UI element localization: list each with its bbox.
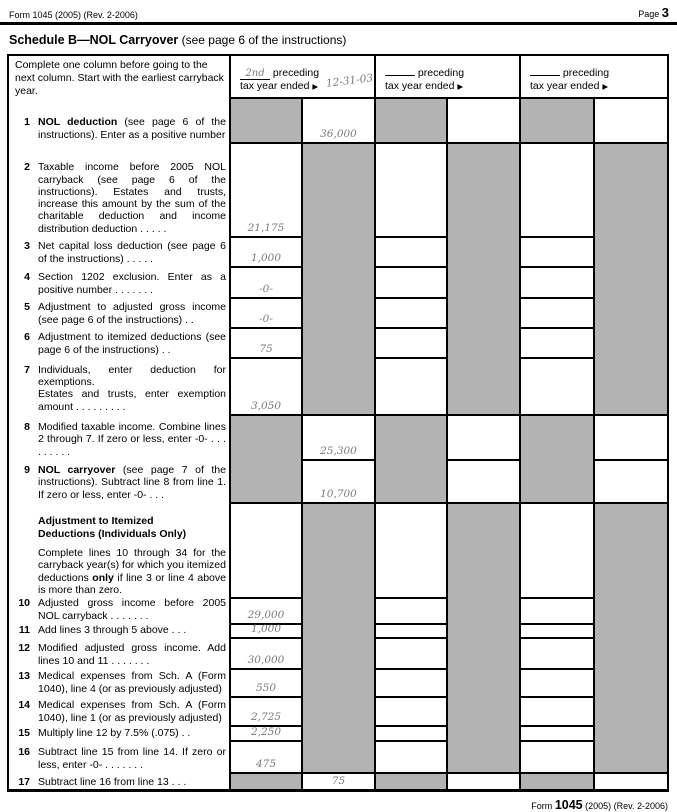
shaded-cell	[374, 774, 446, 789]
shaded-cell	[229, 99, 301, 144]
line-12-entry-col2[interactable]	[374, 639, 446, 670]
line-1-description: 1 NOL deduction (see page 6 of the instructions). Enter as a positive number	[9, 99, 229, 144]
line-9-entry-col1[interactable]: 10,700	[301, 461, 374, 504]
shaded-cell	[519, 774, 593, 789]
page-number: Page 3	[638, 5, 669, 20]
line-7-entry-col3[interactable]	[519, 359, 593, 416]
line-7-entry-col1[interactable]: 3,050	[229, 359, 301, 416]
tax-year-ended-value-col1[interactable]: 12-31-03	[325, 71, 374, 90]
line-15-entry-col1[interactable]: 2,250	[229, 727, 301, 742]
shaded-cell	[374, 99, 446, 144]
line-6-entry-col3[interactable]	[519, 329, 593, 359]
line-14-entry-col1[interactable]: 2,725	[229, 698, 301, 727]
line-1-entry-col3[interactable]	[593, 99, 667, 144]
line-6-description: 6 Adjustment to itemized deductions (see page 6 of the instructions) . .	[9, 329, 229, 359]
line-2-number: 2	[24, 161, 30, 174]
line-11-entry-col2[interactable]	[374, 625, 446, 639]
line-6-number: 6	[24, 331, 30, 344]
arrow-right-icon: ▶	[602, 81, 609, 91]
line-9-number: 9	[24, 464, 30, 477]
line-6-entry-col1[interactable]: 75	[229, 329, 301, 359]
line-12-number: 12	[18, 642, 30, 655]
empty-cell	[229, 504, 301, 599]
line-2-entry-col1[interactable]: 21,175	[229, 144, 301, 238]
line-10-entry-col2[interactable]	[374, 599, 446, 625]
line-14-entry-col2[interactable]	[374, 698, 446, 727]
line-17-entry-col2[interactable]	[446, 774, 519, 789]
line-5-description: 5 Adjustment to adjusted gross income (see page 6 of the instructions) . .	[9, 299, 229, 329]
line-17-number: 17	[18, 775, 30, 788]
line-11-entry-col3[interactable]	[519, 625, 593, 639]
line-14-entry-col3[interactable]	[519, 698, 593, 727]
page-footer: Form 1045 (2005) (Rev. 2-2006)	[531, 798, 668, 812]
line-7-number: 7	[24, 363, 30, 376]
line-7-entry-col2[interactable]	[374, 359, 446, 416]
line-12-description: 12 Modified adjusted gross income. Add lines 10 and 11 . . . . . . .	[9, 639, 229, 670]
ordinal-blank-col2[interactable]	[385, 64, 415, 76]
line-12-entry-col3[interactable]	[519, 639, 593, 670]
line-10-entry-col3[interactable]	[519, 599, 593, 625]
line-8-entry-col1[interactable]: 25,300	[301, 416, 374, 461]
shaded-cell	[301, 144, 374, 416]
preceding-year-column-3-header: preceding tax year ended ▶	[519, 56, 667, 99]
line-5-number: 5	[24, 301, 30, 314]
line-15-number: 15	[18, 726, 30, 739]
empty-cell	[519, 504, 593, 599]
empty-cell	[374, 504, 446, 599]
shaded-cell	[593, 504, 667, 774]
shaded-cell	[519, 416, 593, 504]
line-6-entry-col2[interactable]	[374, 329, 446, 359]
line-2-entry-col2[interactable]	[374, 144, 446, 238]
line-15-entry-col2[interactable]	[374, 727, 446, 742]
column-instruction-note: Complete one column before going to the next column. Start with the earliest carryback year.	[15, 59, 224, 97]
line-11-number: 11	[18, 623, 30, 636]
line-11-description: 11 Add lines 3 through 5 above . . .	[9, 625, 229, 639]
line-3-entry-col3[interactable]	[519, 238, 593, 268]
shaded-cell	[446, 144, 519, 416]
line-4-entry-col3[interactable]	[519, 268, 593, 299]
line-17-entry-col3[interactable]	[593, 774, 667, 789]
line-1-entry-col2[interactable]	[446, 99, 519, 144]
line-15-entry-col3[interactable]	[519, 727, 593, 742]
line-14-number: 14	[18, 699, 30, 712]
line-17-entry-col1[interactable]: 75	[301, 774, 374, 789]
line-9-entry-col2[interactable]	[446, 461, 519, 504]
section-header: Adjustment to Itemized Deductions (Individuals Only)	[38, 515, 187, 540]
line-2-entry-col3[interactable]	[519, 144, 593, 238]
line-11-entry-col1[interactable]: 1,000	[229, 625, 301, 639]
line-4-entry-col1[interactable]: -0-	[229, 268, 301, 299]
line-13-entry-col2[interactable]	[374, 670, 446, 698]
line-12-entry-col1[interactable]: 30,000	[229, 639, 301, 670]
line-8-entry-col3[interactable]	[593, 416, 667, 461]
line-17-description: 17 Subtract line 16 from line 13 . . .	[9, 774, 229, 789]
line-1-number: 1	[24, 116, 30, 129]
preceding-year-column-2-header: preceding tax year ended ▶	[374, 56, 519, 99]
line-15-description: 15 Multiply line 12 by 7.5% (.075) . .	[9, 727, 229, 742]
itemized-adjustment-section-description: Adjustment to Itemized Deductions (Individuals Only) Complete lines 10 through 34 for the carryback year(s) for which you itemized deductions only if line 3 or line 4 above is more than zero.	[38, 515, 226, 596]
line-5-entry-col3[interactable]	[519, 299, 593, 329]
line-16-entry-col1[interactable]: 475	[229, 742, 301, 774]
arrow-right-icon: ▶	[457, 81, 464, 91]
line-4-number: 4	[24, 271, 30, 284]
line-13-description: 13 Medical expenses from Sch. A (Form 1040), line 4 (or as previously adjusted)	[9, 670, 229, 698]
ordinal-blank-col3[interactable]	[530, 64, 560, 76]
line-16-number: 16	[18, 746, 30, 759]
shaded-cell	[229, 774, 301, 789]
line-4-entry-col2[interactable]	[374, 268, 446, 299]
schedule-title: Schedule B—NOL Carryover (see page 6 of the instructions)	[9, 33, 347, 47]
line-4-description: 4 Section 1202 exclusion. Enter as a positive number . . . . . . .	[9, 268, 229, 299]
preceding-year-column-1-header: 2nd preceding tax year ended ▶ 12-31-03	[229, 56, 374, 99]
form-revision-label: Form 1045 (2005) (Rev. 2-2006)	[9, 10, 138, 20]
line-5-entry-col2[interactable]	[374, 299, 446, 329]
line-13-number: 13	[18, 670, 30, 683]
line-16-description: 16 Subtract line 15 from line 14. If zero or less, enter -0- . . . . . . .	[9, 742, 229, 774]
line-1-entry-col1[interactable]: 36,000	[301, 99, 374, 144]
line-7-description: 7 Individuals, enter deduction for exemptions. Estates and trusts, enter exemption amount . . . . . . . . .	[9, 359, 229, 416]
line-14-description: 14 Medical expenses from Sch. A (Form 1040), line 1 (or as previously adjusted)	[9, 698, 229, 727]
line-9-entry-col3[interactable]	[593, 461, 667, 504]
arrow-right-icon: ▶	[312, 81, 319, 91]
line-8-entry-col2[interactable]	[446, 416, 519, 461]
shaded-cell	[301, 504, 374, 774]
line-16-entry-col2[interactable]	[374, 742, 446, 774]
line-8-description: 8 Modified taxable income. Combine lines 2 through 7. If zero or less, enter -0- . . . . . . . . .	[9, 416, 229, 461]
line-13-entry-col3[interactable]	[519, 670, 593, 698]
line-10-number: 10	[18, 597, 30, 610]
shaded-cell	[519, 99, 593, 144]
shaded-cell	[593, 144, 667, 416]
line-10-entry-col1[interactable]: 29,000	[229, 599, 301, 625]
line-5-entry-col1[interactable]: -0-	[229, 299, 301, 329]
ordinal-blank-col1[interactable]: 2nd	[240, 68, 270, 80]
shaded-cell	[374, 416, 446, 504]
line-16-entry-col3[interactable]	[519, 742, 593, 774]
shaded-cell	[446, 504, 519, 774]
schedule-b-table	[7, 54, 669, 792]
line-3-description: 3 Net capital loss deduction (see page 6 of the instructions) . . . . .	[9, 238, 229, 268]
line-3-entry-col2[interactable]	[374, 238, 446, 268]
line-3-number: 3	[24, 240, 30, 253]
line-9-description: 9 NOL carryover (see page 7 of the instructions). Subtract line 8 from line 1. If zero or less, enter -0- . . .	[9, 461, 229, 504]
line-13-entry-col1[interactable]: 550	[229, 670, 301, 698]
shaded-cell	[229, 416, 301, 504]
line-10-description: 10 Adjusted gross income before 2005 NOL carryback . . . . . . .	[9, 599, 229, 625]
line-8-number: 8	[24, 421, 30, 434]
line-3-entry-col1[interactable]: 1,000	[229, 238, 301, 268]
line-2-description: 2 Taxable income before 2005 NOL carryback (see page 6 of the instructions). Estates and trusts, increase this amount by the sum of the charitable deduction and income distribution deduction . . . . .	[9, 144, 229, 238]
page-header	[0, 0, 677, 22]
